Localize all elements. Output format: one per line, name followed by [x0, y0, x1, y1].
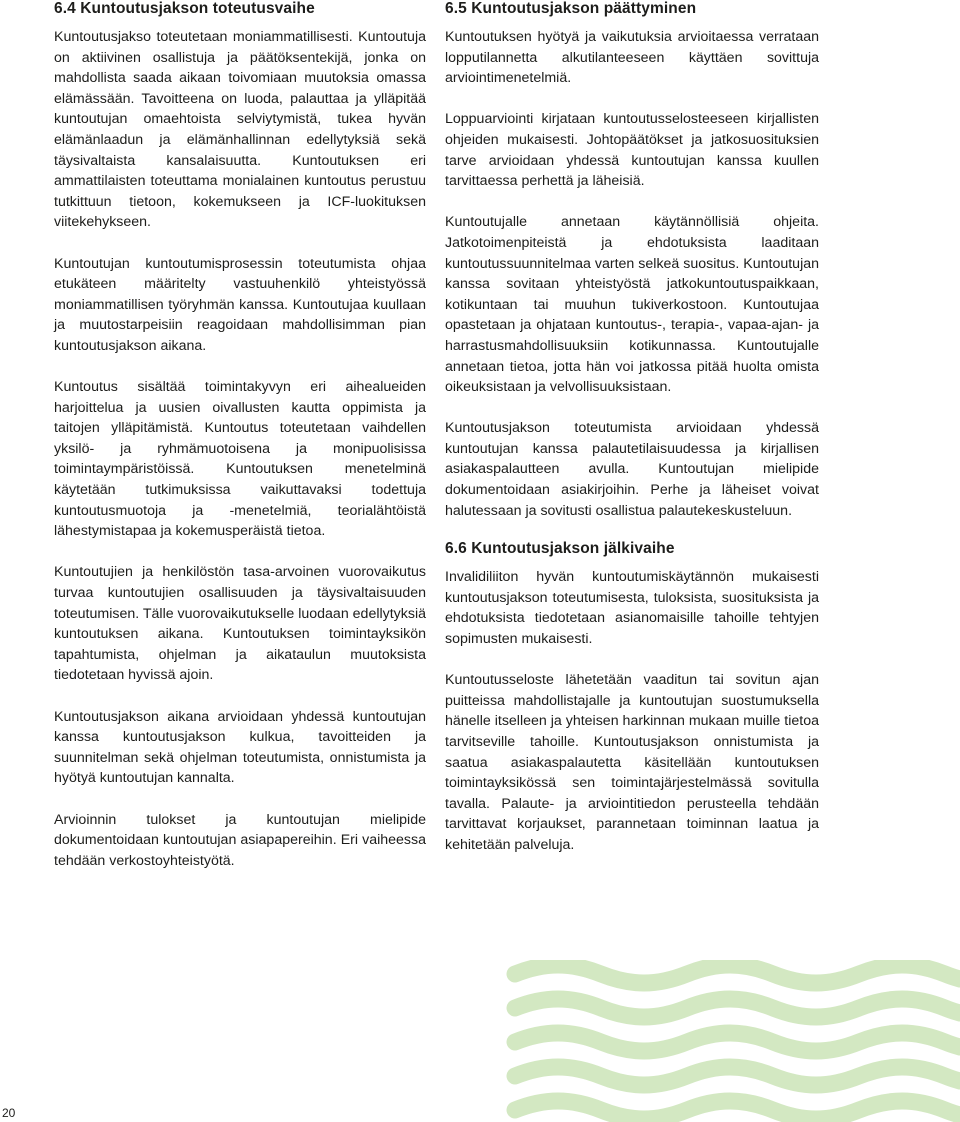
paragraph: Kuntoutujalle annetaan käytännöllisiä ohjeita. Jatkotoimenpiteistä ja ehdotuksista laaditaan kuntoutussuunnitelmaa varten selkeä suositus. Kuntoutujan kanssa sovitaan yhteistyöstä jatkokuntoutuspaikkaan, kotikuntaan tai muuhun tukiverkostoon. Kuntoutujaa opastetaan ja ohjataan kuntoutus-, terapia-, vapaa-ajan- ja harrastusmahdollisuuksiin kotikunnassa. Kuntoutujalle annetaan tietoa, jotta hän voi jatkossa pitää huolta omista oikeuksistaan ja velvollisuuksistaan.: [445, 214, 819, 396]
decorative-waves: [505, 960, 960, 1122]
page-number: 20: [2, 1106, 16, 1120]
wave-stroke: [515, 999, 960, 1017]
wave-stroke: [515, 1067, 960, 1085]
paragraph: Kuntoutujien ja henkilöstön tasa-arvoinen vuorovaikutus turvaa kuntoutujien osallisuuden ja täysivaltaisuuden toteutumisen. Tälle vuorovaikutukselle luodaan edellytyksiä kuntoutuksen aikana. Kuntoutuksen toimintayksikön tapahtumista, ohjelman ja aikataulun muutoksista tiedotetaan hyvissä ajoin.: [54, 564, 426, 684]
paragraph: Kuntoutus sisältää toimintakyvyn eri aihealueiden harjoittelua ja uusien oivallusten kautta oppimista ja taitojen ylläpitämistä. Kuntoutus toteutetaan vaihdellen yksilö- ja ryhmämuotoisena ja monipuolisissa toimintaympäristöissä. Kuntoutuksen menetelminä käytetään tutkimuksissa vaikuttavaksi todettuja kuntoutusmuotoja ja -menetelmiä, teorialähtöistä lähestymistapaa ja kokemusperäistä tietoa.: [54, 379, 426, 540]
paragraph: Kuntoutusjakson aikana arvioidaan yhdessä kuntoutujan kanssa kuntoutusjakson kulkua, tavoitteiden ja suunnitelman sekä ohjelman toteutumista, onnistumista ja hyötyä kuntoutujan kannalta.: [54, 708, 426, 787]
section-heading-6-4: 6.4 Kuntoutusjakson toteutusvaihe: [54, 0, 315, 17]
paragraph: Kuntoutusjakson toteutumista arvioidaan yhdessä kuntoutujan kanssa palautetilaisuudessa ja kirjallisen asiakaspalautteen avulla. Kuntoutujan mielipide dokumentoidaan asiakirjoihin. Perhe ja läheiset voivat halutessaan ja sovitusti osallistua palautekeskusteluun.: [445, 420, 819, 519]
left-column: [54, 0, 426, 871]
paragraph: Invalidiliiton hyvän kuntoutumiskäytännön mukaisesti kuntoutusjakson toteutumisesta, tuloksista, suosituksista ja ehdotuksista tiedotetaan asianomaisille tahoille tehtyjen sopimusten mukaisesti.: [445, 569, 819, 648]
right-column: [445, 0, 819, 856]
paragraph: Arvioinnin tulokset ja kuntoutujan mielipide dokumentoidaan kuntoutujan asiapapereihin. Eri vaiheessa tehdään verkostoyhteistyötä.: [54, 811, 426, 869]
paragraph: Kuntoutusseloste lähetetään vaaditun tai sovitun ajan puitteissa mahdollistajalle ja kuntoutujan suostumuksella hänelle itselleen ja yhteisen harkinnan mukaan muille tietoa tarvitseville tahoille. Kuntoutusjakson onnistumista ja saatua asiakaspalautetta käsitellään kuntoutuksen toimintayksikössä sen toimintajärjestelmässä sovitulla tavalla. Palaute- ja arviointitiedon perusteella tehdään tarvittavat korjaukset, parannetaan toiminnan laatua ja kehitetään palveluja.: [445, 672, 819, 853]
wave-stroke: [515, 1033, 960, 1051]
section-heading-6-5: 6.5 Kuntoutusjakson päättyminen: [445, 0, 697, 17]
section-heading-6-6: 6.6 Kuntoutusjakson jälkivaihe: [445, 540, 675, 558]
paragraph: Loppuarviointi kirjataan kuntoutusselosteeseen kirjallisten ohjeiden mukaisesti. Johtopäätökset ja jatkosuosituksien tarve arvioidaan yhdessä kuntoutujan kanssa kuullen tarvittaessa perhettä ja läheisiä.: [445, 111, 819, 190]
paragraph: Kuntoutujan kuntoutumisprosessin toteutumista ohjaa etukäteen määritelty vastuuhenkilö yhteistyössä moniammatillisen työryhmän kanssa. Kuntoutujaa kuullaan ja muutostarpeisiin reagoidaan mahdollisimman pian kuntoutusjakson aikana.: [54, 255, 426, 354]
wave-stroke: [515, 1101, 960, 1119]
paragraph: Kuntoutusjakso toteutetaan moniammatillisesti. Kuntoutuja on aktiivinen osallistuja ja päätöksentekijä, jonka on mahdollista saada aikaan toivomiaan muutoksia omassa elämässään. Tavoitteena on luoda, palauttaa ja ylläpitää kuntoutujan omaehtoista selviytymistä, tukea hyvän elämänlaadun ja elämänhallinnan edellytyksiä sekä täysivaltaista kansalaisuutta. Kuntoutuksen eri ammattilaisten toteuttama monialainen kuntoutus perustuu tutkittuun tietoon, kokemukseen ja ICF-luokituksen viitekehykseen.: [54, 29, 426, 231]
paragraph: Kuntoutuksen hyötyä ja vaikutuksia arvioitaessa verrataan lopputilannetta alkutilanteeseen käyttäen sovittuja arviointimenetelmiä.: [445, 29, 819, 87]
wave-stroke: [515, 965, 960, 983]
